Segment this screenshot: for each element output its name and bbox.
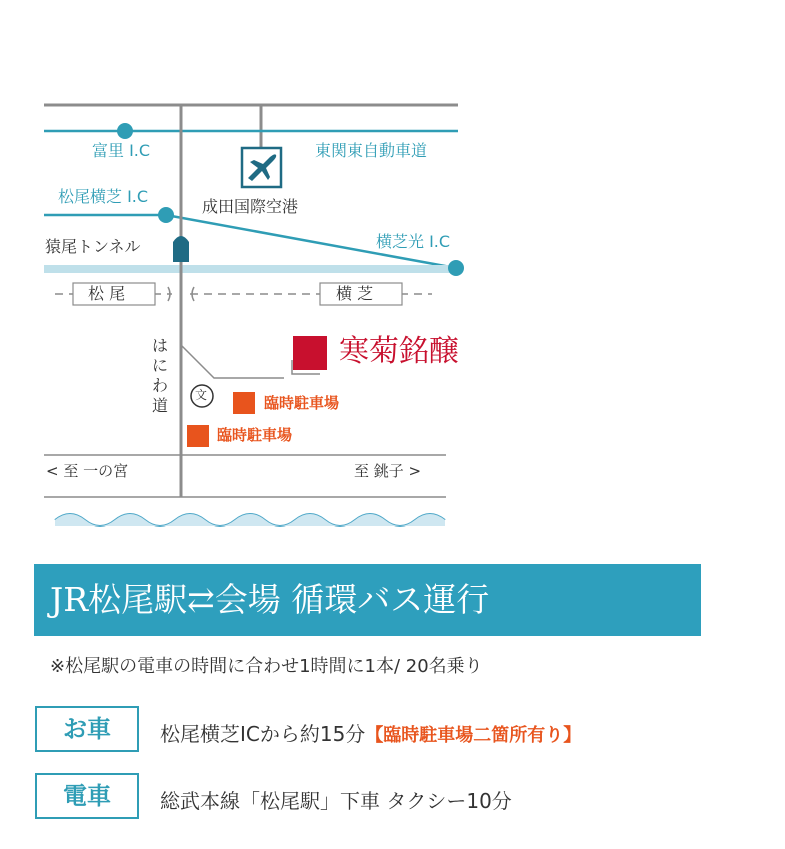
- by-car-badge: お車: [35, 706, 139, 752]
- haniwa-road-char: 道: [151, 396, 168, 415]
- yokoshibahikari-ic-label: 横芝光 I.C: [376, 232, 451, 251]
- shuttle-note: ※松尾駅の電車の時間に合わせ1時間に1本/ 20名乗り: [50, 656, 483, 677]
- matsuo-yokoshiba-ic-label: 松尾横芝 I.C: [58, 187, 149, 206]
- by-train-text: 総武本線「松尾駅」下車 タクシー10分: [160, 789, 512, 813]
- temp-parking-2-label: 臨時駐車場: [217, 426, 293, 444]
- venue-name: 寒菊銘醸: [339, 334, 459, 369]
- tomisato-ic-label: 富里 I.C: [92, 141, 151, 160]
- tunnel-label: 猿尾トンネル: [45, 237, 141, 256]
- by-car-info: [160, 718, 581, 747]
- area-yokoshiba-label: 横 芝: [336, 284, 374, 303]
- by-car-highlight: 【臨時駐車場二箇所有り】: [365, 725, 582, 746]
- shuttle-bus-banner: JR松尾駅⇄会場 循環バス運行: [34, 564, 701, 636]
- area-matsuo-label: 松 尾: [88, 284, 126, 303]
- haniwa-road-char: に: [151, 356, 168, 375]
- national-road: [44, 265, 456, 273]
- airport-icon: [242, 148, 281, 187]
- venue-marker: [293, 336, 327, 370]
- venue-access-road: [181, 345, 284, 378]
- parking-marker-2: [187, 425, 209, 447]
- to-ichinomiya-label: < 至 一の宮: [46, 462, 129, 480]
- temp-parking-1-label: 臨時駐車場: [264, 394, 340, 412]
- to-choshi-label: 至 銚子 >: [354, 462, 422, 480]
- school-symbol-label: 文: [195, 388, 208, 402]
- yokoshibahikari-ic-dot: [448, 260, 464, 276]
- haniwa-road-char: は: [151, 336, 168, 355]
- matsuo-yokoshiba-ic-dot: [158, 207, 174, 223]
- parking-marker-1: [233, 392, 255, 414]
- tomisato-ic-dot: [117, 123, 133, 139]
- haniwa-road-char: わ: [151, 376, 168, 395]
- by-train-info: [160, 785, 512, 814]
- expressway-label: 東関東自動車道: [315, 141, 428, 160]
- airport-label: 成田国際空港: [202, 197, 299, 216]
- by-train-badge: 電車: [35, 773, 139, 819]
- by-car-text: 松尾横芝ICから約15分: [160, 722, 366, 746]
- haniwa-road-label: [150, 336, 170, 416]
- tunnel-icon: [173, 236, 189, 262]
